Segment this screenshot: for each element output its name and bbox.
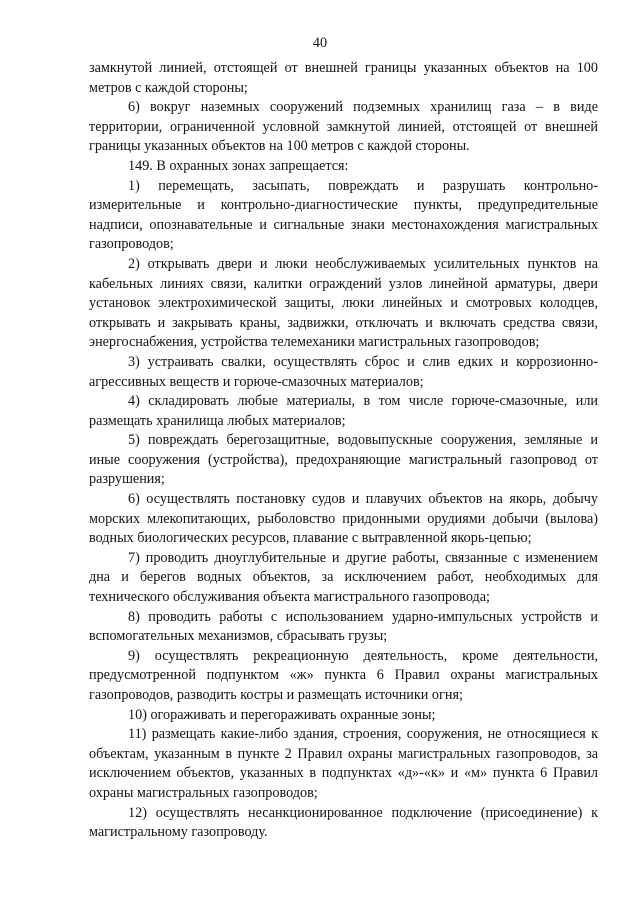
document-body [89,59,598,843]
paragraph-item-1: 1) перемещать, засыпать, повреждать и разрушать контрольно-измерительные и контрольно-диагностические пункты, предупредительные надписи, опознавательные и сигнальные знаки местонахождения магистральных газопроводов; [89,177,598,253]
paragraph-item-11: 11) размещать какие-либо здания, строения, сооружения, не относящиеся к объектам, указанным в пункте 2 Правил охраны магистральных газопроводов, за исключением объектов, указанных в подпунктах «д»-«к» и «м» пункта 6 Правил охраны магистральных газопроводов; [89,726,598,801]
paragraph-item-10: 10) огораживать и перегораживать охранные зоны; [128,706,436,723]
paragraph-section-149: 149. В охранных зонах запрещается: [128,157,349,174]
paragraph-item-2: 2) открывать двери и люки необслуживаемых усилительных пунктов на кабельных линиях связи, калитки ограждений узлов линейной арматуры, двери установок электрохимической защиты, люки линейных и смотровых колодцев, открывать и закрывать краны, задвижки, отключать и включать средства связи, энергоснабжения, устройства телемеханики магистральных газопроводов; [89,255,598,351]
paragraph-item-6-storage: 6) вокруг наземных сооружений подземных хранилищ газа – в виде территории, ограниченной условной замкнутой линией, отстоящей от внешней границы указанных объектов на 100 метров с каждой стороны. [89,99,598,155]
paragraph-item-9: 9) осуществлять рекреационную деятельность, кроме деятельности, предусмотренной подпунктом «ж» пункта 6 Правил охраны магистральных газопроводов, разводить костры и размещать источники огня; [89,647,598,703]
paragraph-item-4: 4) складировать любые материалы, в том числе горюче-смазочные, или размещать хранилища любых материалов; [89,393,598,429]
paragraph-item-5: 5) повреждать берегозащитные, водовыпускные сооружения, земляные и иные сооружения (устройства), предохраняющие магистральный газопровод от разрушения; [89,432,598,488]
paragraph-item-12: 12) осуществлять несанкционированное подключение (присоединение) к магистральному газопроводу. [89,804,598,841]
paragraph-item-7: 7) проводить дноуглубительные и другие работы, связанные с изменением дна и берегов водных объектов, за исключением работ, необходимых для технического обслуживания объекта магистрального газопровода; [89,549,598,606]
paragraph-item-6: 6) осуществлять постановку судов и плавучих объектов на якорь, добычу морских млекопитающих, рыболовство придонными орудиями добычи (вылова) водных биологических ресурсов, плавание с вытравленной якорь-цепью; [89,491,598,547]
paragraph-item-3: 3) устраивать свалки, осуществлять сброс и слив едких и коррозионно-агрессивных веществ и горюче-смазочных материалов; [89,353,598,390]
paragraph-item-8: 8) проводить работы с использованием ударно-импульсных устройств и вспомогательных механизмов, сбрасывать грузы; [89,608,598,645]
paragraph-continuation: замкнутой линией, отстоящей от внешней границы указанных объектов на 100 метров с каждой стороны; [89,60,598,96]
page-number: 40 [312,35,328,51]
